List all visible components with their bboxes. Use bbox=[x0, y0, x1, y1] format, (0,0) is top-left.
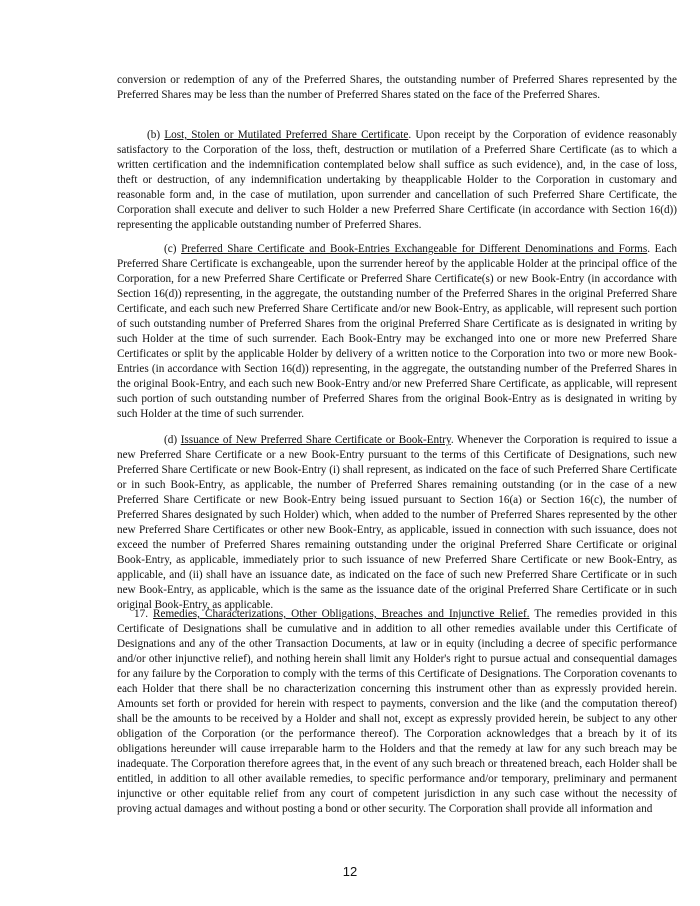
paragraph-17 bbox=[117, 607, 677, 817]
section-heading: Preferred Share Certificate and Book-Entries Exchangeable for Different Denominations and Forms bbox=[181, 243, 648, 255]
paragraph-text: . Each Preferred Share Certificate is exchangeable, upon the surrender hereof by the applicable Holder at the principal office of the Corporation, for a new Preferred Share Certificate or Preferred Share Certificate(s) or new Book-Entry (in accordance with Section 16(d)) representing, in the aggregate, the outstanding number of the Preferred Shares in the original Preferred Share Certificate, and each such new Preferred Share Certificate and/or new Book-Entry, as applicable, will represent such portion of such outstanding number of Preferred Shares from the original Preferred Share Certificate as is designated in writing by such Holder at the time of such surrender. Each Book-Entry may be exchanged into one or more new Preferred Share Certificates or split by the applicable Holder by delivery of a written notice to the Corporation into two or more new Book-Entries (in accordance with Section 16(d)) representing, in the aggregate, the outstanding number of the Preferred Shares in the original Book-Entry, and each such new Book-Entry and/or new Preferred Share Certificate, as applicable, will represent such portion of such outstanding number of Preferred Shares from the original Book-Entry as is designated in writing by such Holder at the time of such surrender. bbox=[117, 243, 678, 420]
section-heading: Remedies, Characterizations, Other Obligations, Breaches and Injunctive Relief. bbox=[153, 608, 530, 620]
paragraph-16c bbox=[117, 242, 677, 422]
page-number: 12 bbox=[342, 864, 358, 879]
paragraph-text: . Upon receipt by the Corporation of evidence reasonably satisfactory to the Corporation of the loss, theft, destruction or mutilation of a Preferred Share Certificate (as to which a written certification and the indemnification contemplated below shall suffice as such evidence), and, in the case of loss, theft or destruction, of any indemnification undertaking by theapplicable Holder to the Corporation in customary and reasonable form and, in the case of mutilation, upon surrender and cancellation of such Preferred Share Certificate, the Corporation shall execute and deliver to such Holder a new Preferred Share Certificate (in accordance with Section 16(d)) representing the applicable outstanding number of Preferred Shares. bbox=[117, 129, 677, 231]
paragraph-prefix: (d) bbox=[164, 434, 181, 446]
paragraph-text: . Whenever the Corporation is required to issue a new Preferred Share Certificate or a new Book-Entry pursuant to the terms of this Certificate of Designations, such new Preferred Share Certificate or new Book-Entry (i) shall represent, as indicated on the face of such Preferred Share Certificate or in such Book-Entry, as applicable, the number of Preferred Shares remaining outstanding (or in the case of a new Preferred Share Certificate or new Book-Entry being issued pursuant to Section 16(a) or Section 16(c), the number of Preferred Shares designated by such Holder) which, when added to the number of Preferred Shares represented by the other new Preferred Share Certificates or other new Book-Entry, as applicable, issued in connection with such issuance, does not exceed the number of Preferred Shares remaining outstanding under the original Preferred Share Certificate or original Book-Entry, as applicable, immediately prior to such issuance of new Preferred Share Certificate or new Book-Entry, as applicable, and (ii) shall have an issuance date, as indicated on the face of such new Preferred Share Certificate or in such new Book-Entry, as applicable, which is the same as the issuance date of the original Preferred Share Certificate or in such original Book-Entry, as applicable. bbox=[117, 434, 677, 611]
paragraph-prefix: 17. bbox=[134, 608, 154, 620]
paragraph-prefix: (b) bbox=[147, 129, 165, 141]
paragraph-16b bbox=[117, 128, 677, 233]
section-heading: Lost, Stolen or Mutilated Preferred Share Certificate bbox=[164, 129, 409, 141]
paragraph-text: conversion or redemption of any of the Preferred Shares, the outstanding number of Preferred Shares represented by the Preferred Shares may be less than the number of Preferred Shares stated on the face of the Preferred Shares. bbox=[117, 74, 677, 101]
section-heading: Issuance of New Preferred Share Certificate or Book-Entry bbox=[180, 434, 451, 446]
paragraph-continuation bbox=[117, 73, 677, 103]
paragraph-text: The remedies provided in this Certificate of Designations shall be cumulative and in addition to all other remedies available under this Certificate of Designations and any of the other Transaction Documents, at law or in equity (including a decree of specific performance and/or other injunctive relief), and nothing herein shall limit any Holder's right to pursue actual and consequential damages for any failure by the Corporation to comply with the terms of this Certificate of Designations. The Corporation covenants to each Holder that there shall be no characterization concerning this instrument other than as expressly provided herein. Amounts set forth or provided for herein with respect to payments, conversion and the like (and the computation thereof) shall be the amounts to be received by a Holder and shall not, except as expressly provided herein, be subject to any other obligation of the Corporation (or the performance thereof). The Corporation acknowledges that a breach by it of its obligations hereunder will cause irreparable harm to the Holders and that the remedy at law for any such breach may be inadequate. The Corporation therefore agrees that, in the event of any such breach or threatened breach, each Holder shall be entitled, in addition to all other available remedies, to specific performance and/or temporary, preliminary and permanent injunctive or other equitable relief from any court of competent jurisdiction in any such case without the necessity of proving actual damages and without posting a bond or other security. The Corporation shall provide all information and bbox=[117, 608, 677, 815]
paragraph-prefix: (c) bbox=[164, 243, 182, 255]
paragraph-16d bbox=[117, 433, 677, 613]
